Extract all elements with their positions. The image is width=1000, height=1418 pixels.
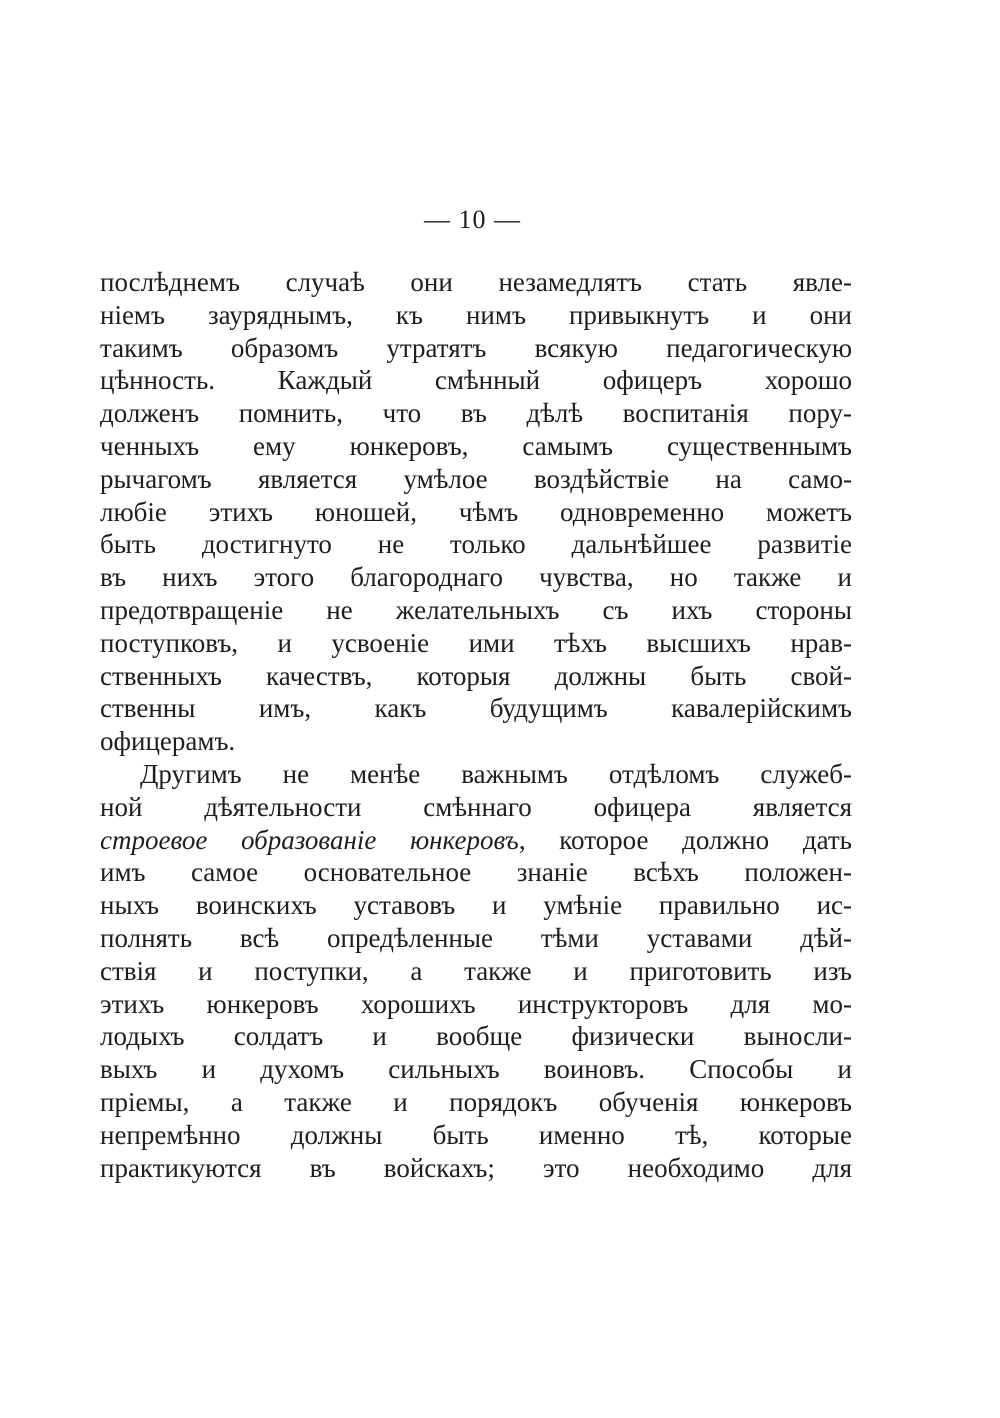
text-line: ственны имъ, какъ будущимъ кавалерійскимъ [100,693,852,724]
text-line: цѣнность. Каждый смѣнный офицеръ хорошо [100,365,852,396]
text-line: такимъ образомъ утратятъ всякую педагогическую [100,332,852,363]
text-line: поступковъ, и усвоеніе ими тѣхъ высшихъ нрав- [100,627,852,658]
text-line: долженъ помнить, что въ дѣлѣ воспитанія пору- [100,398,852,429]
text-line-with-emphasis [100,824,852,857]
emphasized-phrase: строевое образованіе юнкеровъ [100,824,519,855]
text-line: ной дѣятельности смѣннаго офицера является [100,791,852,822]
text-line: лодыхъ солдатъ и вообще физически выносли- [100,1021,852,1052]
text-run: , которое должно дать [518,824,852,855]
text-line: Другимъ не менѣе важнымъ отдѣломъ служеб- [140,758,852,789]
page-number: — 10 — [424,205,521,234]
text-line: ныхъ воинскихъ уставовъ и умѣніе правильно ис- [100,890,852,921]
text-line: послѣднемъ случаѣ они незамедлятъ стать явле- [100,267,852,297]
text-line: ніемъ зауряднымъ, къ нимъ привыкнутъ и они [100,299,852,330]
text-line: предотвращеніе не желательныхъ съ ихъ стороны [100,594,852,625]
text-line: ченныхъ ему юнкеровъ, самымъ существеннымъ [100,430,852,461]
text-line: пріемы, а также и порядокъ обученія юнкеровъ [100,1086,852,1117]
paragraph-2 [100,758,852,1184]
text-line: ствія и поступки, а также и приготовить изъ [100,955,852,986]
body-text [100,266,852,1184]
text-line: любіе этихъ юношей, чѣмъ одновременно можетъ [100,496,852,527]
text-line: непремѣнно должны быть именно тѣ, которые [100,1119,852,1150]
text-line: офицерамъ. [100,726,236,757]
text-line: въ нихъ этого благороднаго чувства, но также и [100,562,852,593]
text-line: быть достигнуто не только дальнѣйшее развитіе [100,529,852,560]
text-line: имъ самое основательное знаніе всѣхъ положен- [100,857,852,888]
text-line: выхъ и духомъ сильныхъ воиновъ. Способы и [100,1054,852,1085]
text-line: ственныхъ качествъ, которыя должны быть свой- [100,660,852,691]
text-line: полнять всѣ опредѣленные тѣми уставами дѣй- [100,922,852,953]
paragraph-1 [100,266,852,758]
text-line: практикуются въ войскахъ; это необходимо для [100,1152,852,1183]
text-line: этихъ юнкеровъ хорошихъ инструкторовъ для мо- [100,988,852,1019]
text-line: рычагомъ является умѣлое воздѣйствіе на само- [100,463,852,494]
